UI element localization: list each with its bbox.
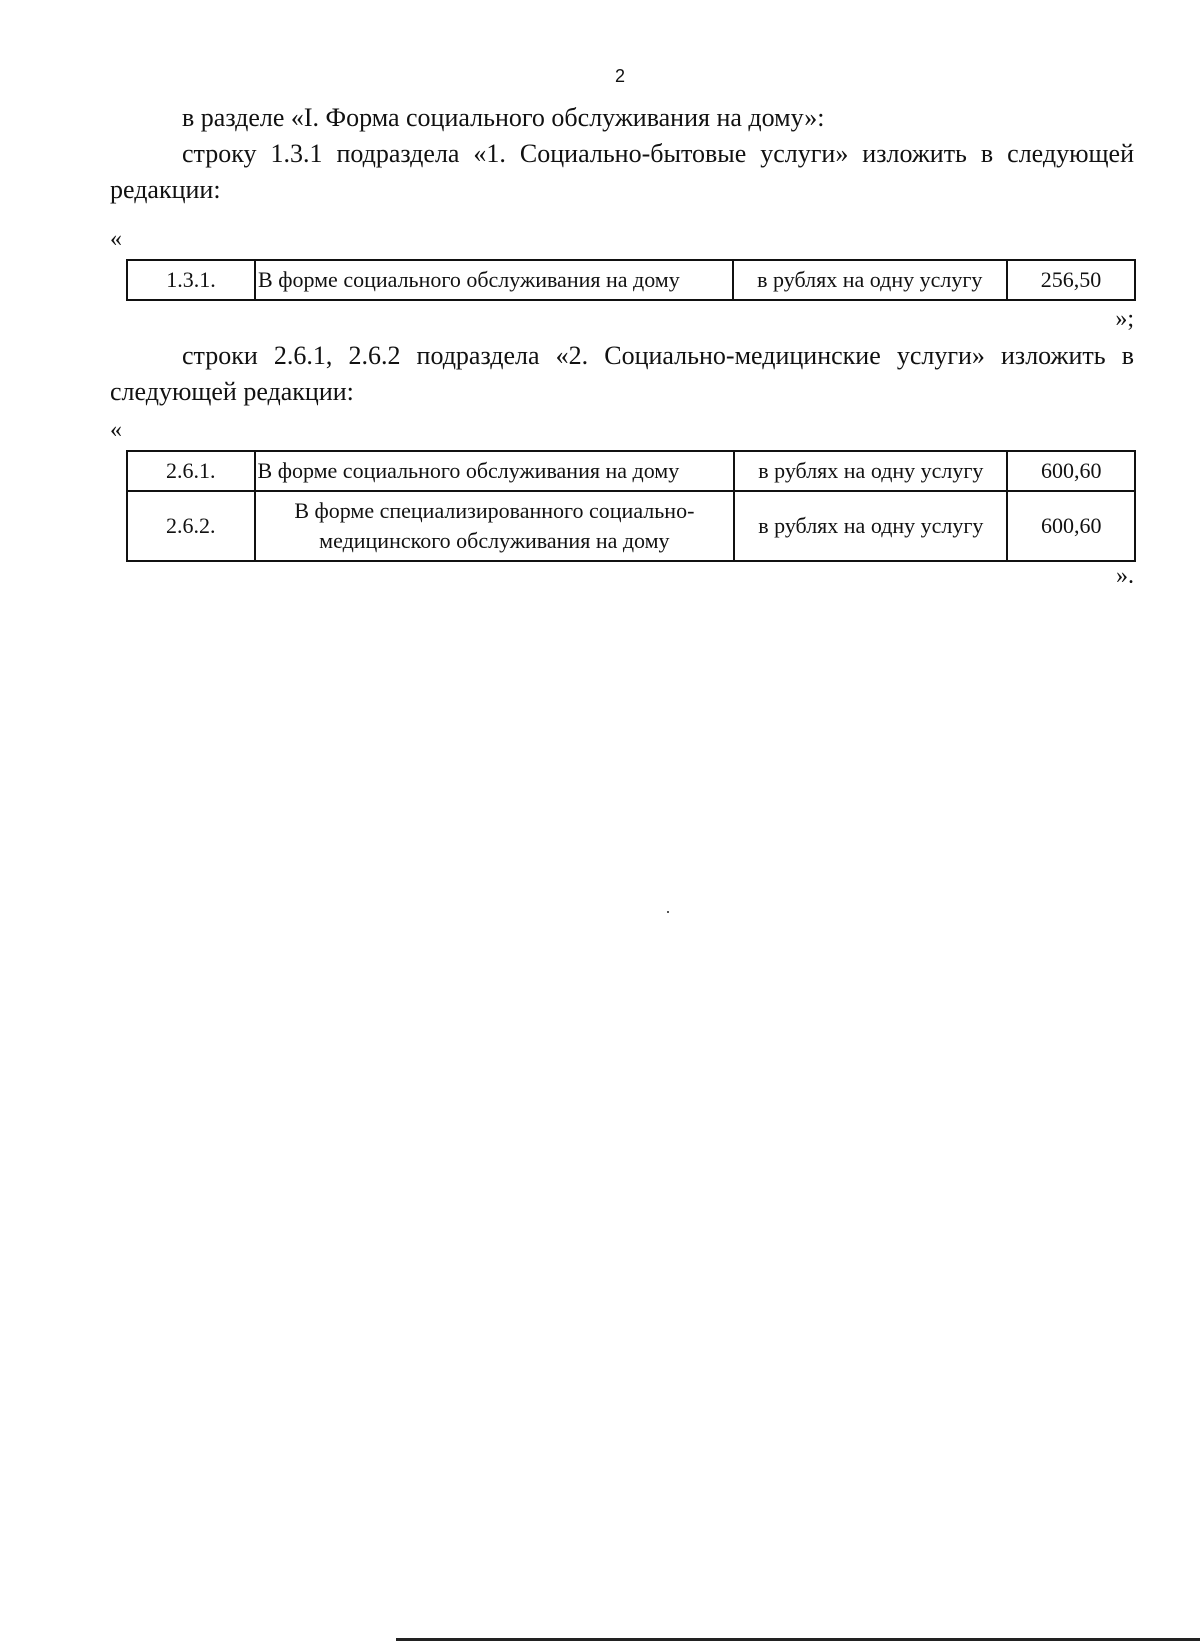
page-number: 2 bbox=[614, 66, 625, 86]
row-form-cell: В форме специализированного социально-медицинского обслуживания на дому bbox=[255, 491, 735, 561]
row-number-cell: 2.6.2. bbox=[127, 491, 255, 561]
open-quote-1: « bbox=[110, 226, 122, 252]
paragraph-line-131: строку 1.3.1 подраздела «1. Социально-бытовые услуги» изложить в следующей редакции: bbox=[110, 139, 1134, 204]
table-row bbox=[127, 491, 1135, 561]
row-price-cell: 600,60 bbox=[1007, 491, 1135, 561]
rates-table-2 bbox=[126, 450, 1136, 562]
rates-table-1 bbox=[126, 259, 1136, 301]
row-unit-cell: в рублях на одну услугу bbox=[733, 260, 1007, 300]
paragraph-lines-26: строки 2.6.1, 2.6.2 подраздела «2. Социально-медицинские услуги» изложить в следующей редакции: bbox=[110, 341, 1134, 406]
close-quote-2: ». bbox=[1116, 563, 1134, 589]
table-row bbox=[127, 451, 1135, 491]
row-price-cell: 256,50 bbox=[1007, 260, 1135, 300]
row-price-cell: 600,60 bbox=[1007, 451, 1135, 491]
table-row bbox=[127, 260, 1135, 300]
row-unit-cell: в рублях на одну услугу bbox=[734, 491, 1007, 561]
open-quote-2: « bbox=[110, 417, 122, 443]
close-quote-1: »; bbox=[1115, 306, 1134, 332]
row-unit-cell: в рублях на одну услугу bbox=[734, 451, 1007, 491]
row-number-cell: 2.6.1. bbox=[127, 451, 255, 491]
scan-artifact bbox=[667, 911, 669, 913]
paragraph-section: в разделе «I. Форма социального обслуживания на дому»: bbox=[182, 103, 825, 132]
row-form-cell: В форме социального обслуживания на дому bbox=[255, 260, 733, 300]
row-number-cell: 1.3.1. bbox=[127, 260, 255, 300]
row-form-cell: В форме социального обслуживания на дому bbox=[255, 451, 735, 491]
